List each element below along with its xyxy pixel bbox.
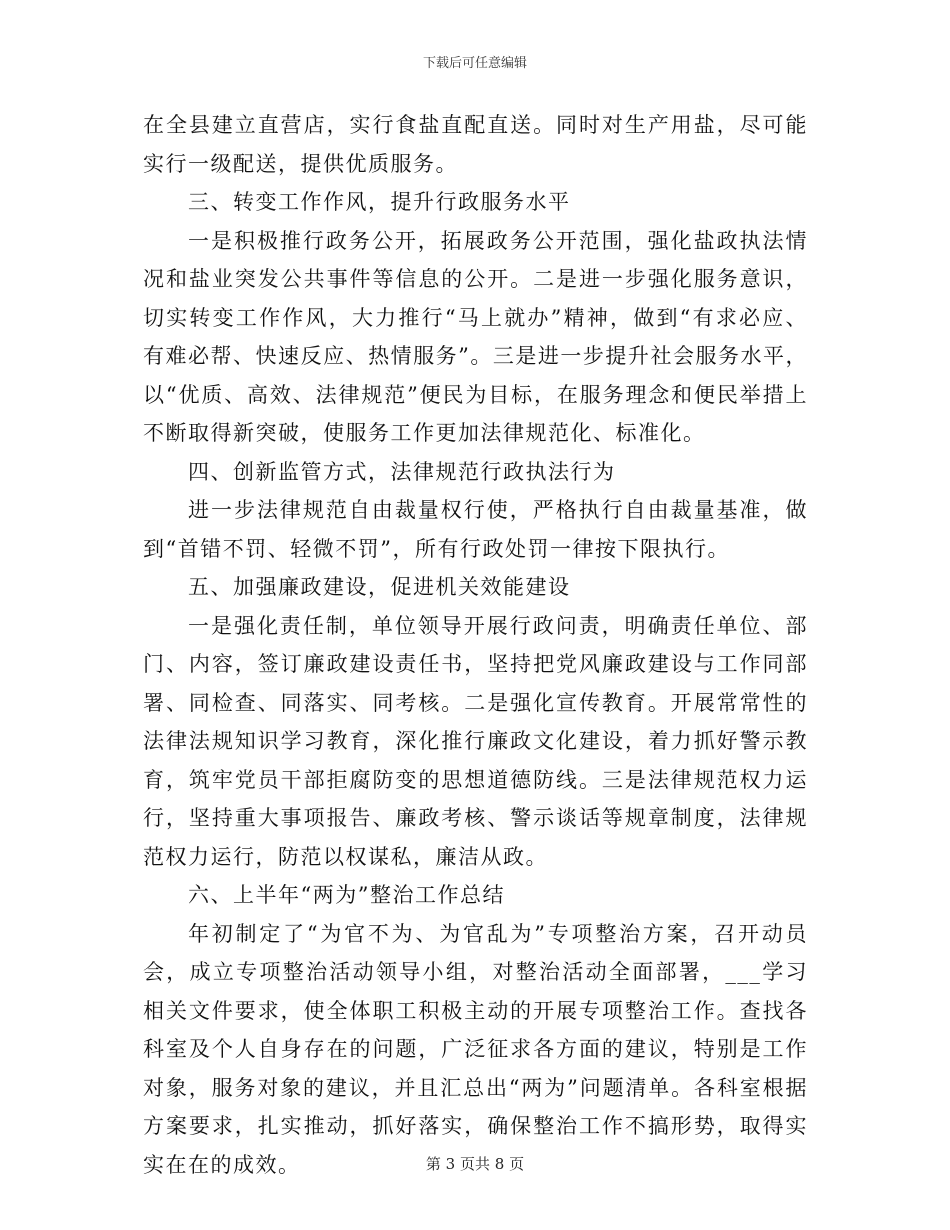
- section-heading: 四、创新监管方式，法律规范行政执法行为: [188, 459, 616, 484]
- section-heading: 三、转变工作作风，提升行政服务水平: [188, 190, 571, 214]
- page-footer: 第 3 页共 8 页: [425, 1155, 525, 1173]
- section-heading: 五、加强廉政建设，促进机关效能建设: [188, 575, 571, 599]
- paragraph: 一是强化责任制，单位领导开展行政问责，明确责任单位、部门、内容，签订廉政建设责任书，坚持把党风廉政建设与工作同部署、同检查、同落实、同考核。二是强化宣传教育。开展常常性的法律法规知识学习教育，深化推行廉政文化建设，着力抓好警示教育，筑牢党员干部拒腐防变的思想道德防线。三是法律规范权力运行，坚持重大事项报告、廉政考核、警示谈话等规章制度，法律规范权力运行，防范以权谋私，廉洁从政。: [143, 613, 808, 869]
- paragraph: 一是积极推行政务公开，拓展政务公开范围，强化盐政执法情况和盐业突发公共事件等信息的公开。二是进一步强化服务意识，切实转变工作作风，大力推行“马上就办”精神，做到“有求必应、有难必帮、快速反应、热情服务”。三是进一步提升社会服务水平，以“优质、高效、法律规范”便民为目标，在服务理念和便民举措上不断取得新突破，使服务工作更加法律规范化、标准化。: [143, 228, 808, 445]
- page-header: 下载后可任意编辑: [422, 56, 527, 71]
- section-heading: 六、上半年“两为”整治工作总结: [188, 883, 505, 907]
- document-body: [143, 106, 808, 1184]
- paragraph: 年初制定了“为官不为、为官乱为”专项整治方案，召开动员会，成立专项整治活动领导小组，对整治活动全面部署，___学习相关文件要求，使全体职工积极主动的开展专项整治工作。查找各科室及个人自身存在的问题，广泛征求各方面的建议，特别是工作对象，服务对象的建议，并且汇总出“两为”问题清单。各科室根据方案要求，扎实推动，抓好落实，确保整治工作不搞形势，取得实实在在的成效。: [143, 921, 808, 1177]
- paragraph: 在全县建立直营店，实行食盐直配直送。同时对生产用盐，尽可能实行一级配送，提供优质服务。: [143, 113, 808, 176]
- paragraph: 进一步法律规范自由裁量权行使，严格执行自由裁量基准，做到“首错不罚、轻微不罚”，所有行政处罚一律按下限执行。: [143, 498, 808, 561]
